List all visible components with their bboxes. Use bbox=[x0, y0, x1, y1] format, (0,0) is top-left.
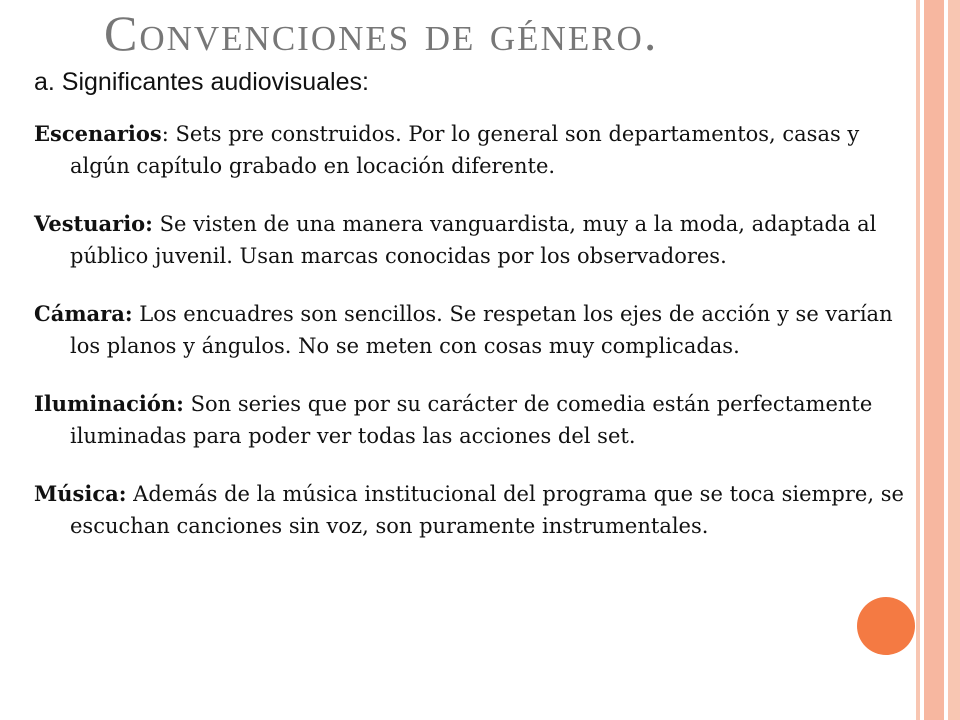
decorative-orange-circle bbox=[857, 597, 915, 655]
item-separator bbox=[184, 392, 191, 416]
stripe-2 bbox=[924, 0, 944, 720]
item-description: Sets pre construidos. Por lo general son departamentos, casas y algún capítulo grabado en locación diferente. bbox=[70, 122, 860, 178]
item-camara bbox=[34, 298, 919, 362]
decorative-side-stripes bbox=[916, 0, 960, 720]
item-term: Música: bbox=[34, 481, 127, 506]
slide-content bbox=[34, 66, 919, 568]
item-description: Se visten de una manera vanguardista, muy a la moda, adaptada al público juvenil. Usan marcas conocidas por los observadores. bbox=[70, 212, 877, 268]
slide-subtitle: a. Significantes audiovisuales: bbox=[34, 68, 369, 96]
item-iluminacion bbox=[34, 388, 919, 452]
item-description: Son series que por su carácter de comedia están perfectamente iluminadas para poder ver todas las acciones del set. bbox=[70, 392, 873, 448]
item-separator: : bbox=[161, 122, 176, 146]
item-term: Vestuario: bbox=[34, 211, 153, 236]
item-term: Escenarios bbox=[34, 121, 162, 146]
item-term: Cámara: bbox=[34, 301, 133, 326]
item-separator bbox=[153, 212, 160, 236]
item-term: Iluminación: bbox=[34, 391, 184, 416]
item-musica bbox=[34, 478, 919, 542]
item-vestuario bbox=[34, 208, 919, 272]
item-escenarios bbox=[34, 118, 919, 182]
item-description: Los encuadres son sencillos. Se respetan los ejes de acción y se varían los planos y ángulos. No se meten con cosas muy complicadas. bbox=[70, 302, 893, 358]
item-description: Además de la música institucional del programa que se toca siempre, se escuchan canciones sin voz, son puramente instrumentales. bbox=[70, 482, 904, 538]
stripe-3 bbox=[948, 0, 960, 720]
slide-title: Convenciones de género. bbox=[104, 5, 659, 61]
